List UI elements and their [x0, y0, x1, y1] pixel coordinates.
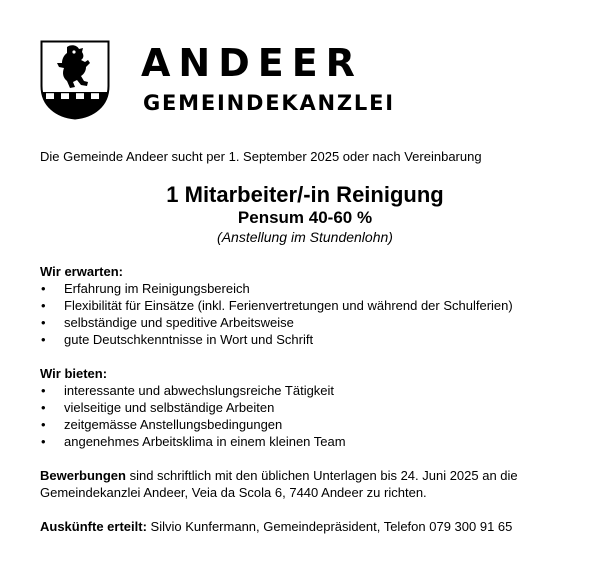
- list-item-text: selbständige und speditive Arbeitsweise: [64, 315, 294, 330]
- bullet-icon: •: [41, 417, 46, 432]
- contact-lead: Auskünfte erteilt:: [40, 519, 147, 534]
- job-employment-type: (Anstellung im Stundenlohn): [217, 229, 393, 245]
- list-item: [40, 280, 570, 297]
- job-posting: [40, 148, 570, 535]
- list-item-text: Flexibilität für Einsätze (inkl. Ferienvertretungen und während der Schulferien): [64, 298, 513, 313]
- bullet-icon: •: [41, 298, 46, 313]
- application-instructions: [40, 467, 570, 501]
- expectations-heading: Wir erwarten:: [40, 264, 123, 279]
- intro-text: Die Gemeinde Andeer sucht per 1. September 2025 oder nach Vereinbarung: [40, 149, 482, 164]
- contact-text: Silvio Kunfermann, Gemeindepräsident, Telefon 079 300 91 65: [150, 519, 513, 534]
- organization-subtitle: GEMEINDEKANZLEI: [143, 91, 395, 115]
- application-lead: Bewerbungen: [40, 468, 126, 483]
- list-item: [40, 382, 570, 399]
- application-address: Gemeindekanzlei Andeer, Veia da Scola 6, 7440 Andeer zu richten.: [40, 485, 427, 500]
- bullet-icon: •: [41, 383, 46, 398]
- bullet-icon: •: [41, 281, 46, 296]
- list-item-text: angenehmes Arbeitsklima in einem kleinen Team: [64, 434, 346, 449]
- list-item: [40, 314, 570, 331]
- list-item: [40, 433, 570, 450]
- application-text: sind schriftlich mit den üblichen Unterlagen bis 24. Juni 2025 an die: [129, 468, 518, 483]
- offers-list: [40, 382, 570, 450]
- list-item-text: interessante und abwechslungsreiche Tätigkeit: [64, 383, 335, 398]
- offers-heading: Wir bieten:: [40, 366, 108, 381]
- list-item-text: gute Deutschkenntnisse in Wort und Schrift: [64, 332, 314, 347]
- header: [40, 40, 560, 120]
- list-item-text: zeitgemässe Anstellungsbedingungen: [64, 417, 283, 432]
- list-item: [40, 297, 570, 314]
- bullet-icon: •: [41, 434, 46, 449]
- bullet-icon: •: [41, 332, 46, 347]
- contact-info: [40, 518, 570, 535]
- job-pensum: Pensum 40-60 %: [237, 208, 373, 227]
- bullet-icon: •: [41, 315, 46, 330]
- list-item: [40, 331, 570, 348]
- bear-crest-icon: [40, 40, 110, 120]
- list-item-text: vielseitige und selbständige Arbeiten: [64, 400, 275, 415]
- list-item: [40, 416, 570, 433]
- expectations-list: [40, 280, 570, 348]
- application-line: [40, 467, 570, 484]
- list-item-text: Erfahrung im Reinigungsbereich: [64, 281, 250, 296]
- bullet-icon: •: [41, 400, 46, 415]
- job-title: 1 Mitarbeiter/-in Reinigung: [166, 182, 444, 207]
- list-item: [40, 399, 570, 416]
- organization-name: ANDEER: [141, 41, 363, 85]
